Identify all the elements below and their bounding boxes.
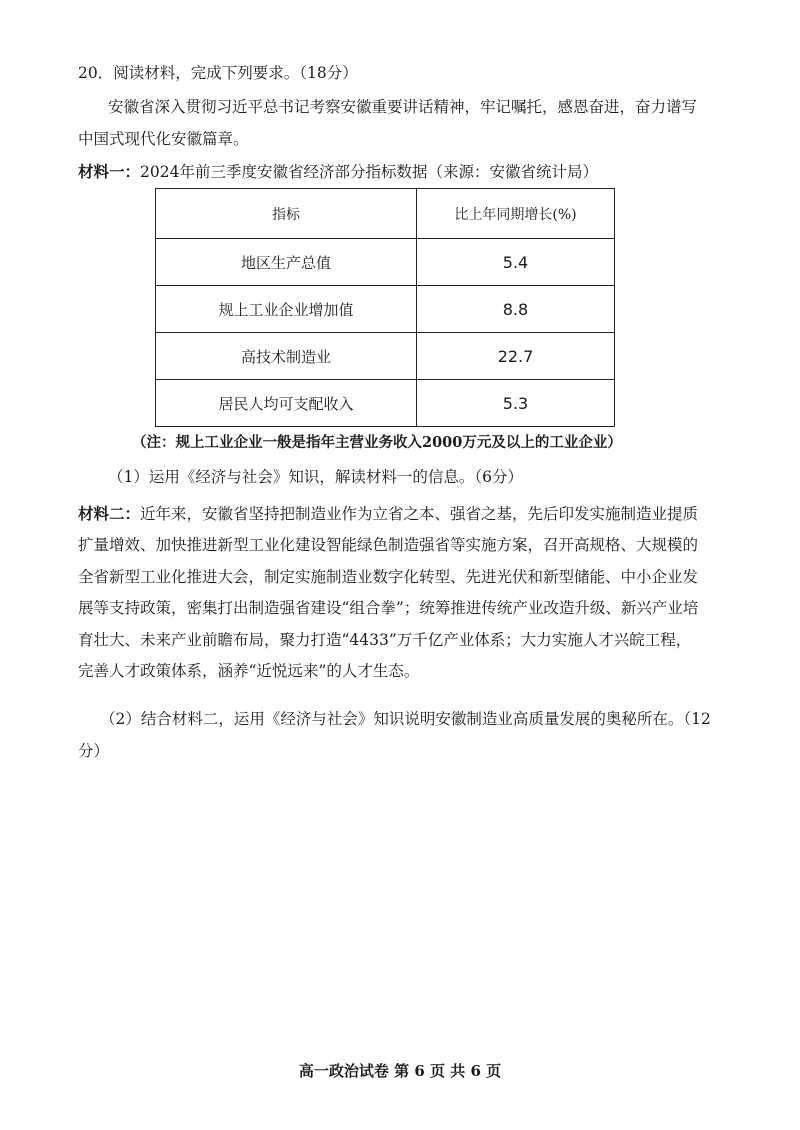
material2-line-3: 全省新型工业化推进大会，制定实施制造业数字化转型、先进光伏和新型储能、中小企业发 (78, 567, 699, 586)
table-cell-growth: 8.8 (417, 286, 615, 333)
material2-label: 材料二： (78, 504, 141, 523)
material2-line-1: 材料二：近年来，安徽省坚持把制造业作为立省之本、强省之基，先后印发实施制造业提质 (78, 504, 699, 523)
table-cell-indicator: 居民人均可支配收入 (156, 380, 417, 427)
table-note: （注：规上工业企业一般是指年主营业务收入2000万元及以上的工业企业） (132, 434, 622, 451)
table-row (156, 333, 615, 380)
table-cell-growth: 5.3 (417, 380, 615, 427)
material2-paragraph (78, 498, 730, 687)
material1-label: 材料一： (78, 162, 141, 181)
sub-question-2-line-2: 分） (78, 742, 110, 760)
table-cell-growth: 22.7 (417, 333, 615, 380)
material1-caption-line (78, 161, 598, 183)
material2-line-2: 扩量增效、加快推进新型工业化建设智能绿色制造强省等实施方案，召开高规格、大规模的 (78, 536, 699, 555)
table-cell-indicator: 地区生产总值 (156, 239, 417, 286)
material2-line-4: 展等支持政策，密集打出制造强省建设“组合拳”；统筹推进传统产业改造升级、新兴产业培 (78, 599, 699, 618)
sub-question-2-line-1: （2）结合材料二，运用《经济与社会》知识说明安徽制造业高质量发展的奥秘所在。（12 (100, 710, 711, 728)
intro-line-2: 中国式现代化安徽篇章。 (78, 130, 249, 148)
table-cell-indicator: 高技术制造业 (156, 333, 417, 380)
intro-line-1: 安徽省深入贯彻习近平总书记考察安徽重要讲话精神，牢记嘱托，感恩奋进，奋力谱写 (108, 98, 698, 116)
table-row (156, 239, 615, 286)
table-header-row (156, 189, 615, 239)
table-header-growth: 比上年同期增长(%) (417, 189, 615, 239)
material2-line-5: 育壮大、未来产业前瞻布局，聚力打造“4433”万千亿产业体系；大力实施人才兴皖工程， (78, 630, 692, 649)
question-heading: 20．阅读材料，完成下列要求。（18分） (78, 64, 358, 82)
material1-caption: 2024年前三季度安徽省经济部分指标数据（来源：安徽省统计局） (140, 163, 598, 181)
table-row (156, 286, 615, 333)
table-cell-growth: 5.4 (417, 239, 615, 286)
material2-line-6: 完善人才政策体系，涵养“近悦远来”的人才生态。 (78, 662, 420, 681)
indicator-table (155, 188, 615, 427)
page-footer: 高一政治试卷 第 6 页 共 6 页 (298, 1062, 502, 1080)
table-row (156, 380, 615, 427)
table-header-indicator: 指标 (156, 189, 417, 239)
sub-question-1: （1）运用《经济与社会》知识，解读材料一的信息。（6分） (108, 468, 523, 486)
table-cell-indicator: 规上工业企业增加值 (156, 286, 417, 333)
